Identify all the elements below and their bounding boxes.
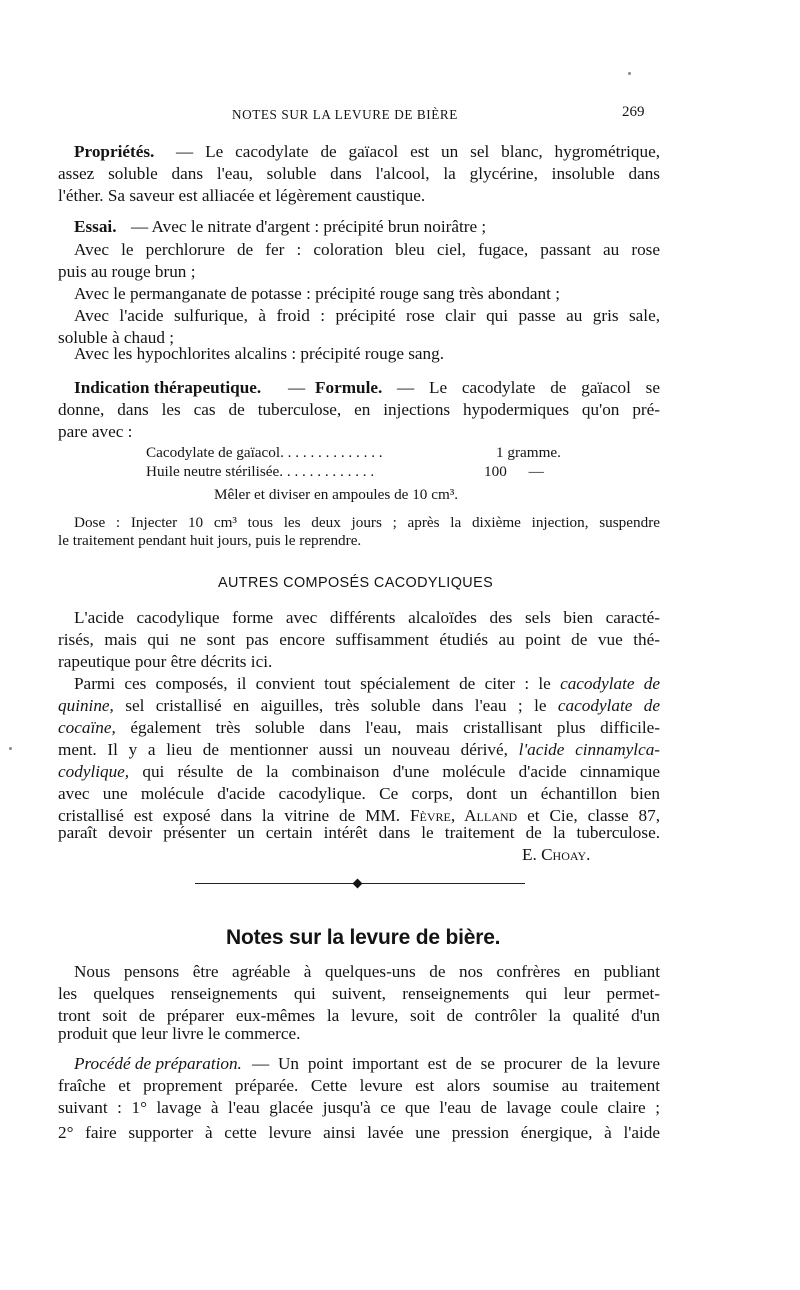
formule-instruction: Mêler et diviser en ampoules de 10 cm³. [214,486,459,503]
proprietes-label: Propriétés. [74,142,155,161]
italic-run: l'acide cinnamylca- [518,740,661,759]
text-line: risés, mais qui ne sont pas encore suffisamment étudiés au point de vue thé- [58,630,660,649]
dose-line: le traitement pendant huit jours, puis le reprendre. [58,532,362,549]
print-speck [9,747,12,750]
text-run: ment. Il y a lieu de mentionner aussi un nouveau dérivé, [58,740,508,759]
italic-run: cocaïne, [58,718,116,737]
text-line: 2° faire supporter à cette levure ainsi lavée une pression énergique, à l'aide [58,1123,660,1142]
text-line: pare avec : [58,422,133,441]
essai-label: Essai. [74,217,117,236]
signature: E. Choay. [522,845,591,864]
text-line: fraîche et proprement préparée. Cette levure est alors soumise au traitement [58,1076,660,1095]
text-line [58,739,660,760]
text-line: donne, dans les cas de tuberculose, en injections hypodermiques qu'on pré- [58,400,660,419]
formule-item-name: Cacodylate de gaïacol. . . . . . . . . . . . . . [146,444,383,461]
text-line: suivant : 1° lavage à l'eau glacée jusqu'à ce que l'eau de lavage coule claire ; [58,1098,660,1117]
italic-run: codylique, [58,762,130,781]
text-line: — Le cacodylate de gaïacol est un sel blanc, hygrométrique, [176,142,660,161]
text-line: soluble à chaud ; [58,328,174,347]
dose-line: Dose : Injecter 10 cm³ tous les deux jours ; après la dixième injection, suspendre [74,514,660,531]
text-line: Avec l'acide sulfurique, à froid : précipité rose clair qui passe au gris sale, [74,306,660,325]
text-line: tront soit de préparer eux-mêmes la levure, soit de contrôler la qualité d'un [58,1006,660,1025]
text-line: — Avec le nitrate d'argent : précipité brun noirâtre ; [131,217,487,236]
text-line [58,761,660,782]
text-line: rapeutique pour être décrits ici. [58,652,273,671]
diamond-ornament-icon [353,879,363,889]
text-line [58,717,660,738]
text-line: Avec les hypochlorites alcalins : précipité rouge sang. [74,344,445,363]
text-line: Nous pensons être agréable à quelques-uns de nos confrères en publiant [74,962,660,981]
text-line: produit que leur livre le commerce. [58,1024,301,1043]
formule-item-name: Huile neutre stérilisée. . . . . . . . . . . . . [146,463,375,480]
text-line: l'éther. Sa saveur est alliacée et légèrement caustique. [58,186,426,205]
text-line: — Un point important est de se procurer de la levure [252,1054,660,1073]
text-line: assez soluble dans l'eau, soluble dans l'alcool, la glycérine, insoluble dans [58,164,660,183]
formule-label: Formule. [315,378,383,397]
text-run: sel cristallisé en aiguilles, très soluble dans l'eau ; le [125,696,547,715]
dash: — [288,378,306,397]
print-speck [628,72,631,75]
running-title: NOTES SUR LA LEVURE DE BIÈRE [232,107,458,122]
section-heading: AUTRES COMPOSÉS CACODYLIQUES [218,575,494,591]
article-title: Notes sur la levure de bière. [226,926,501,949]
text-line: Avec le permanganate de potasse : précipité rouge sang très abondant ; [74,284,560,303]
page-number: 269 [622,104,645,120]
text-line [58,695,660,716]
text-line: paraît devoir présenter un certain intérêt dans le traitement de la tuberculose. [58,823,660,842]
text-line: Avec le perchlorure de fer : coloration bleu ciel, fugace, passant au rose [74,240,660,259]
text-line: les quelques renseignements qui suivent, renseignements qui leur permet- [58,984,660,1003]
smallcaps-run: Fèvre, Alland [409,806,518,825]
text-run: Parmi ces composés, il convient tout spécialement de citer : le [74,674,551,693]
italic-run: cacodylate de [557,696,660,715]
text-line: avec une molécule d'acide cacodylique. Ce corps, dont un échantillon bien [58,784,660,803]
text-run: qui résulte de la combinaison d'une molécule d'acide cinnamique [142,762,660,781]
text-run: et Cie, classe 87, [527,806,661,825]
italic-run: cacodylate de [560,674,661,693]
text-line: puis au rouge brun ; [58,262,196,281]
text-line [74,673,660,694]
text-run: également très soluble dans l'eau, mais cristallisant plus difficile- [130,718,660,737]
formule-item-quantity: 1 gramme. [496,444,561,461]
text-run: cristallisé est exposé dans la vitrine de MM. [58,806,401,825]
indication-label: Indication thérapeutique. [74,378,262,397]
text-line: L'acide cacodylique forme avec différents alcaloïdes des sels bien caracté- [74,608,660,627]
formule-item-quantity: 100 — [484,463,544,480]
italic-run: quinine, [58,696,114,715]
procede-label: Procédé de préparation. [74,1054,242,1073]
text-line: — Le cacodylate de gaïacol se [397,378,660,397]
